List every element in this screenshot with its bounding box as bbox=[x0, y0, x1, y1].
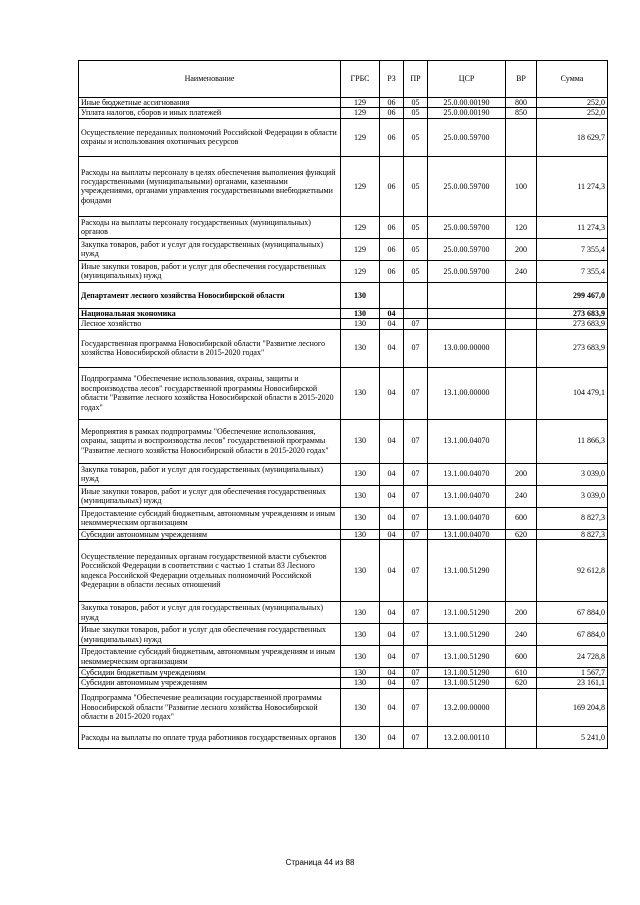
cell-sum: 8 827,3 bbox=[537, 529, 608, 539]
cell-vr bbox=[506, 726, 537, 748]
cell-pr: 07 bbox=[404, 678, 428, 688]
cell-grbs: 129 bbox=[341, 216, 380, 238]
cell-rz: 04 bbox=[380, 308, 404, 318]
cell-grbs: 130 bbox=[341, 529, 380, 539]
cell-pr: 05 bbox=[404, 98, 428, 108]
cell-csr: 25.0.00.59700 bbox=[428, 260, 506, 282]
cell-grbs: 130 bbox=[341, 282, 380, 308]
cell-vr: 200 bbox=[506, 602, 537, 624]
cell-grbs: 130 bbox=[341, 329, 380, 367]
cell-pr: 05 bbox=[404, 108, 428, 118]
cell-csr: 25.0.00.59700 bbox=[428, 238, 506, 260]
cell-grbs: 130 bbox=[341, 463, 380, 485]
cell-rz: 04 bbox=[380, 507, 404, 529]
cell-vr: 610 bbox=[506, 668, 537, 678]
cell-pr: 07 bbox=[404, 419, 428, 463]
cell-sum: 11 274,3 bbox=[537, 216, 608, 238]
cell-vr: 240 bbox=[506, 624, 537, 646]
header-name: Наименование bbox=[79, 61, 341, 98]
cell-grbs: 129 bbox=[341, 98, 380, 108]
cell-grbs: 130 bbox=[341, 646, 380, 668]
cell-vr: 200 bbox=[506, 238, 537, 260]
cell-csr: 25.0.00.59700 bbox=[428, 156, 506, 216]
cell-csr: 13.1.00.04070 bbox=[428, 507, 506, 529]
cell-vr: 850 bbox=[506, 108, 537, 118]
cell-sum: 299 467,0 bbox=[537, 282, 608, 308]
cell-csr bbox=[428, 308, 506, 318]
cell-rz: 04 bbox=[380, 367, 404, 419]
table-row bbox=[79, 624, 608, 646]
table-row bbox=[79, 485, 608, 507]
cell-grbs: 129 bbox=[341, 238, 380, 260]
cell-grbs: 130 bbox=[341, 507, 380, 529]
cell-rz: 04 bbox=[380, 463, 404, 485]
table-row bbox=[79, 602, 608, 624]
cell-vr: 600 bbox=[506, 646, 537, 668]
cell-rz: 04 bbox=[380, 678, 404, 688]
table-row bbox=[79, 529, 608, 539]
table-row bbox=[79, 688, 608, 726]
cell-sum: 11 866,3 bbox=[537, 419, 608, 463]
cell-rz: 06 bbox=[380, 238, 404, 260]
cell-pr: 07 bbox=[404, 668, 428, 678]
table-row bbox=[79, 507, 608, 529]
header-row bbox=[79, 61, 608, 98]
cell-sum: 3 039,0 bbox=[537, 463, 608, 485]
cell-name: Подпрограмма "Обеспечение реализации государственной программы Новосибирской области "Развитие лесного хозяйства Новосибирской области в 2015-2020 годах" bbox=[79, 688, 341, 726]
cell-grbs: 129 bbox=[341, 156, 380, 216]
cell-pr: 05 bbox=[404, 216, 428, 238]
table-row bbox=[79, 668, 608, 678]
cell-name: Осуществление переданных полномочий Российской Федерации в области охраны и использования охотничьих ресурсов bbox=[79, 118, 341, 156]
header-rz: РЗ bbox=[380, 61, 404, 98]
cell-sum: 8 827,3 bbox=[537, 507, 608, 529]
cell-vr bbox=[506, 282, 537, 308]
cell-rz: 06 bbox=[380, 260, 404, 282]
cell-rz: 04 bbox=[380, 540, 404, 602]
cell-sum: 273 683,9 bbox=[537, 308, 608, 318]
table-row bbox=[79, 98, 608, 108]
budget-table bbox=[78, 60, 608, 749]
header-pr: ПР bbox=[404, 61, 428, 98]
cell-sum: 7 355,4 bbox=[537, 238, 608, 260]
header-grbs: ГРБС bbox=[341, 61, 380, 98]
cell-rz: 06 bbox=[380, 108, 404, 118]
cell-pr: 07 bbox=[404, 463, 428, 485]
cell-sum: 3 039,0 bbox=[537, 485, 608, 507]
cell-pr: 07 bbox=[404, 485, 428, 507]
cell-csr: 25.0.00.00190 bbox=[428, 108, 506, 118]
cell-vr: 240 bbox=[506, 485, 537, 507]
cell-sum: 5 241,0 bbox=[537, 726, 608, 748]
cell-pr: 07 bbox=[404, 624, 428, 646]
cell-rz: 04 bbox=[380, 419, 404, 463]
cell-grbs: 129 bbox=[341, 108, 380, 118]
cell-csr: 13.1.00.51290 bbox=[428, 624, 506, 646]
page-number: Страница 44 из 88 bbox=[285, 858, 355, 867]
cell-sum: 67 884,0 bbox=[537, 602, 608, 624]
cell-pr: 07 bbox=[404, 688, 428, 726]
cell-grbs: 129 bbox=[341, 118, 380, 156]
cell-csr: 13.1.00.51290 bbox=[428, 678, 506, 688]
cell-rz: 04 bbox=[380, 602, 404, 624]
cell-csr: 13.2.00.00110 bbox=[428, 726, 506, 748]
cell-csr: 25.0.00.00190 bbox=[428, 98, 506, 108]
cell-name: Национальная экономика bbox=[79, 308, 341, 318]
cell-vr bbox=[506, 540, 537, 602]
table-row bbox=[79, 646, 608, 668]
cell-rz bbox=[380, 282, 404, 308]
cell-sum: 67 884,0 bbox=[537, 624, 608, 646]
cell-pr: 05 bbox=[404, 156, 428, 216]
cell-rz: 04 bbox=[380, 688, 404, 726]
table-row bbox=[79, 282, 608, 308]
cell-name: Субсидии автономным учреждениям bbox=[79, 529, 341, 539]
table-row bbox=[79, 726, 608, 748]
cell-rz: 06 bbox=[380, 118, 404, 156]
cell-name: Иные закупки товаров, работ и услуг для обеспечения государственных (муниципальных) нужд bbox=[79, 485, 341, 507]
cell-vr bbox=[506, 118, 537, 156]
cell-grbs: 130 bbox=[341, 668, 380, 678]
cell-name: Закупка товаров, работ и услуг для государственных (муниципальных) нужд bbox=[79, 238, 341, 260]
cell-rz: 04 bbox=[380, 485, 404, 507]
cell-csr: 13.1.00.04070 bbox=[428, 419, 506, 463]
cell-sum: 273 683,9 bbox=[537, 329, 608, 367]
cell-vr: 100 bbox=[506, 156, 537, 216]
cell-sum: 104 479,1 bbox=[537, 367, 608, 419]
cell-vr: 620 bbox=[506, 529, 537, 539]
cell-csr: 13.1.00.51290 bbox=[428, 646, 506, 668]
cell-pr: 07 bbox=[404, 319, 428, 329]
table-row bbox=[79, 463, 608, 485]
cell-rz: 04 bbox=[380, 529, 404, 539]
cell-csr: 13.1.00.04070 bbox=[428, 529, 506, 539]
cell-rz: 04 bbox=[380, 646, 404, 668]
cell-rz: 06 bbox=[380, 156, 404, 216]
cell-name: Иные бюджетные ассигнования bbox=[79, 98, 341, 108]
cell-vr bbox=[506, 329, 537, 367]
cell-sum: 252,0 bbox=[537, 108, 608, 118]
cell-rz: 06 bbox=[380, 98, 404, 108]
cell-vr: 120 bbox=[506, 216, 537, 238]
cell-vr bbox=[506, 308, 537, 318]
cell-name: Субсидии автономным учреждениям bbox=[79, 678, 341, 688]
cell-grbs: 130 bbox=[341, 319, 380, 329]
cell-csr: 13.1.00.00000 bbox=[428, 367, 506, 419]
cell-name: Закупка товаров, работ и услуг для государственных (муниципальных) нужд bbox=[79, 602, 341, 624]
cell-grbs: 130 bbox=[341, 624, 380, 646]
cell-csr: 13.2.00.00000 bbox=[428, 688, 506, 726]
cell-vr: 620 bbox=[506, 678, 537, 688]
cell-name: Уплата налогов, сборов и иных платежей bbox=[79, 108, 341, 118]
table-row bbox=[79, 678, 608, 688]
cell-name: Государственная программа Новосибирской области "Развитие лесного хозяйства Новосибирской области в 2015-2020 годах" bbox=[79, 329, 341, 367]
cell-name: Субсидии бюджетным учреждениям bbox=[79, 668, 341, 678]
cell-csr bbox=[428, 319, 506, 329]
cell-grbs: 130 bbox=[341, 602, 380, 624]
table-row bbox=[79, 319, 608, 329]
cell-sum: 11 274,3 bbox=[537, 156, 608, 216]
table-row bbox=[79, 329, 608, 367]
table-row bbox=[79, 216, 608, 238]
table-row bbox=[79, 238, 608, 260]
cell-rz: 04 bbox=[380, 329, 404, 367]
cell-vr bbox=[506, 319, 537, 329]
cell-csr: 25.0.00.59700 bbox=[428, 216, 506, 238]
cell-pr: 07 bbox=[404, 329, 428, 367]
cell-csr: 13.0.00.00000 bbox=[428, 329, 506, 367]
table-row bbox=[79, 118, 608, 156]
cell-vr: 600 bbox=[506, 507, 537, 529]
table-row bbox=[79, 419, 608, 463]
cell-grbs: 130 bbox=[341, 726, 380, 748]
cell-sum: 169 204,8 bbox=[537, 688, 608, 726]
cell-csr: 13.1.00.51290 bbox=[428, 668, 506, 678]
cell-pr: 07 bbox=[404, 529, 428, 539]
cell-pr: 05 bbox=[404, 238, 428, 260]
cell-sum: 23 161,1 bbox=[537, 678, 608, 688]
cell-pr: 05 bbox=[404, 118, 428, 156]
cell-name: Иные закупки товаров, работ и услуг для обеспечения государственных (муниципальных) нужд bbox=[79, 624, 341, 646]
budget-table-container bbox=[78, 60, 607, 749]
cell-grbs: 130 bbox=[341, 540, 380, 602]
table-row bbox=[79, 156, 608, 216]
cell-rz: 06 bbox=[380, 216, 404, 238]
cell-vr bbox=[506, 367, 537, 419]
cell-grbs: 130 bbox=[341, 367, 380, 419]
table-row bbox=[79, 260, 608, 282]
cell-name: Расходы на выплаты персоналу в целях обеспечения выполнения функций государственными (муниципальными) органами, казенными учреждениями, органами управления государственными внебюджетными фондами bbox=[79, 156, 341, 216]
cell-pr: 07 bbox=[404, 507, 428, 529]
table-row bbox=[79, 108, 608, 118]
cell-name: Закупка товаров, работ и услуг для государственных (муниципальных) нужд bbox=[79, 463, 341, 485]
cell-sum: 24 728,8 bbox=[537, 646, 608, 668]
cell-sum: 18 629,7 bbox=[537, 118, 608, 156]
cell-name: Иные закупки товаров, работ и услуг для обеспечения государственных (муниципальных) нужд bbox=[79, 260, 341, 282]
cell-sum: 92 612,8 bbox=[537, 540, 608, 602]
table-body bbox=[79, 98, 608, 749]
cell-name: Осуществление переданных органам государственной власти субъектов Российской Федерации в соответствии с частью 1 статьи 83 Лесного кодекса Российской Федерации отдельных полномочий Российской Федерации в области лесных отношений bbox=[79, 540, 341, 602]
cell-grbs: 130 bbox=[341, 678, 380, 688]
cell-name: Мероприятия в рамках подпрограммы "Обеспечение использования, охраны, защиты и воспроизводства лесов" государственной программы "Развитие лесного хозяйства Новосибирской области в 2015-2020 годах" bbox=[79, 419, 341, 463]
cell-pr: 07 bbox=[404, 726, 428, 748]
cell-name: Подпрограмма "Обеспечение использования, охраны, защиты и воспроизводства лесов" государственной программы Новосибирской области "Развитие лесного хозяйства Новосибирской области в 2015-2020 годах" bbox=[79, 367, 341, 419]
cell-vr: 800 bbox=[506, 98, 537, 108]
cell-csr: 13.1.00.04070 bbox=[428, 485, 506, 507]
cell-vr: 200 bbox=[506, 463, 537, 485]
cell-sum: 252,0 bbox=[537, 98, 608, 108]
cell-name: Лесное хозяйство bbox=[79, 319, 341, 329]
cell-pr: 07 bbox=[404, 646, 428, 668]
cell-csr: 25.0.00.59700 bbox=[428, 118, 506, 156]
table-row bbox=[79, 367, 608, 419]
cell-csr bbox=[428, 282, 506, 308]
cell-grbs: 130 bbox=[341, 308, 380, 318]
cell-sum: 1 567,7 bbox=[537, 668, 608, 678]
header-csr: ЦСР bbox=[428, 61, 506, 98]
cell-grbs: 130 bbox=[341, 485, 380, 507]
cell-grbs: 130 bbox=[341, 419, 380, 463]
cell-vr bbox=[506, 688, 537, 726]
cell-rz: 04 bbox=[380, 624, 404, 646]
cell-csr: 13.1.00.51290 bbox=[428, 602, 506, 624]
cell-sum: 7 355,4 bbox=[537, 260, 608, 282]
cell-name: Предоставление субсидий бюджетным, автономным учреждениям и иным некоммерческим организациям bbox=[79, 646, 341, 668]
cell-vr: 240 bbox=[506, 260, 537, 282]
cell-pr: 07 bbox=[404, 540, 428, 602]
cell-pr: 07 bbox=[404, 367, 428, 419]
cell-grbs: 129 bbox=[341, 260, 380, 282]
cell-pr bbox=[404, 282, 428, 308]
cell-name: Предоставление субсидий бюджетным, автономным учреждениям и иным некоммерческим организациям bbox=[79, 507, 341, 529]
cell-rz: 04 bbox=[380, 319, 404, 329]
cell-grbs: 130 bbox=[341, 688, 380, 726]
cell-rz: 04 bbox=[380, 668, 404, 678]
cell-rz: 04 bbox=[380, 726, 404, 748]
header-sum: Сумма bbox=[537, 61, 608, 98]
cell-csr: 13.1.00.04070 bbox=[428, 463, 506, 485]
cell-name: Расходы на выплаты персоналу государственных (муниципальных) органов bbox=[79, 216, 341, 238]
cell-vr bbox=[506, 419, 537, 463]
cell-name: Расходы на выплаты по оплате труда работников государственных органов bbox=[79, 726, 341, 748]
cell-pr bbox=[404, 308, 428, 318]
cell-sum: 273 683,9 bbox=[537, 319, 608, 329]
cell-csr: 13.1.00.51290 bbox=[428, 540, 506, 602]
cell-pr: 05 bbox=[404, 260, 428, 282]
cell-pr: 07 bbox=[404, 602, 428, 624]
header-vr: ВР bbox=[506, 61, 537, 98]
cell-name: Департамент лесного хозяйства Новосибирской области bbox=[79, 282, 341, 308]
table-row bbox=[79, 540, 608, 602]
table-row bbox=[79, 308, 608, 318]
